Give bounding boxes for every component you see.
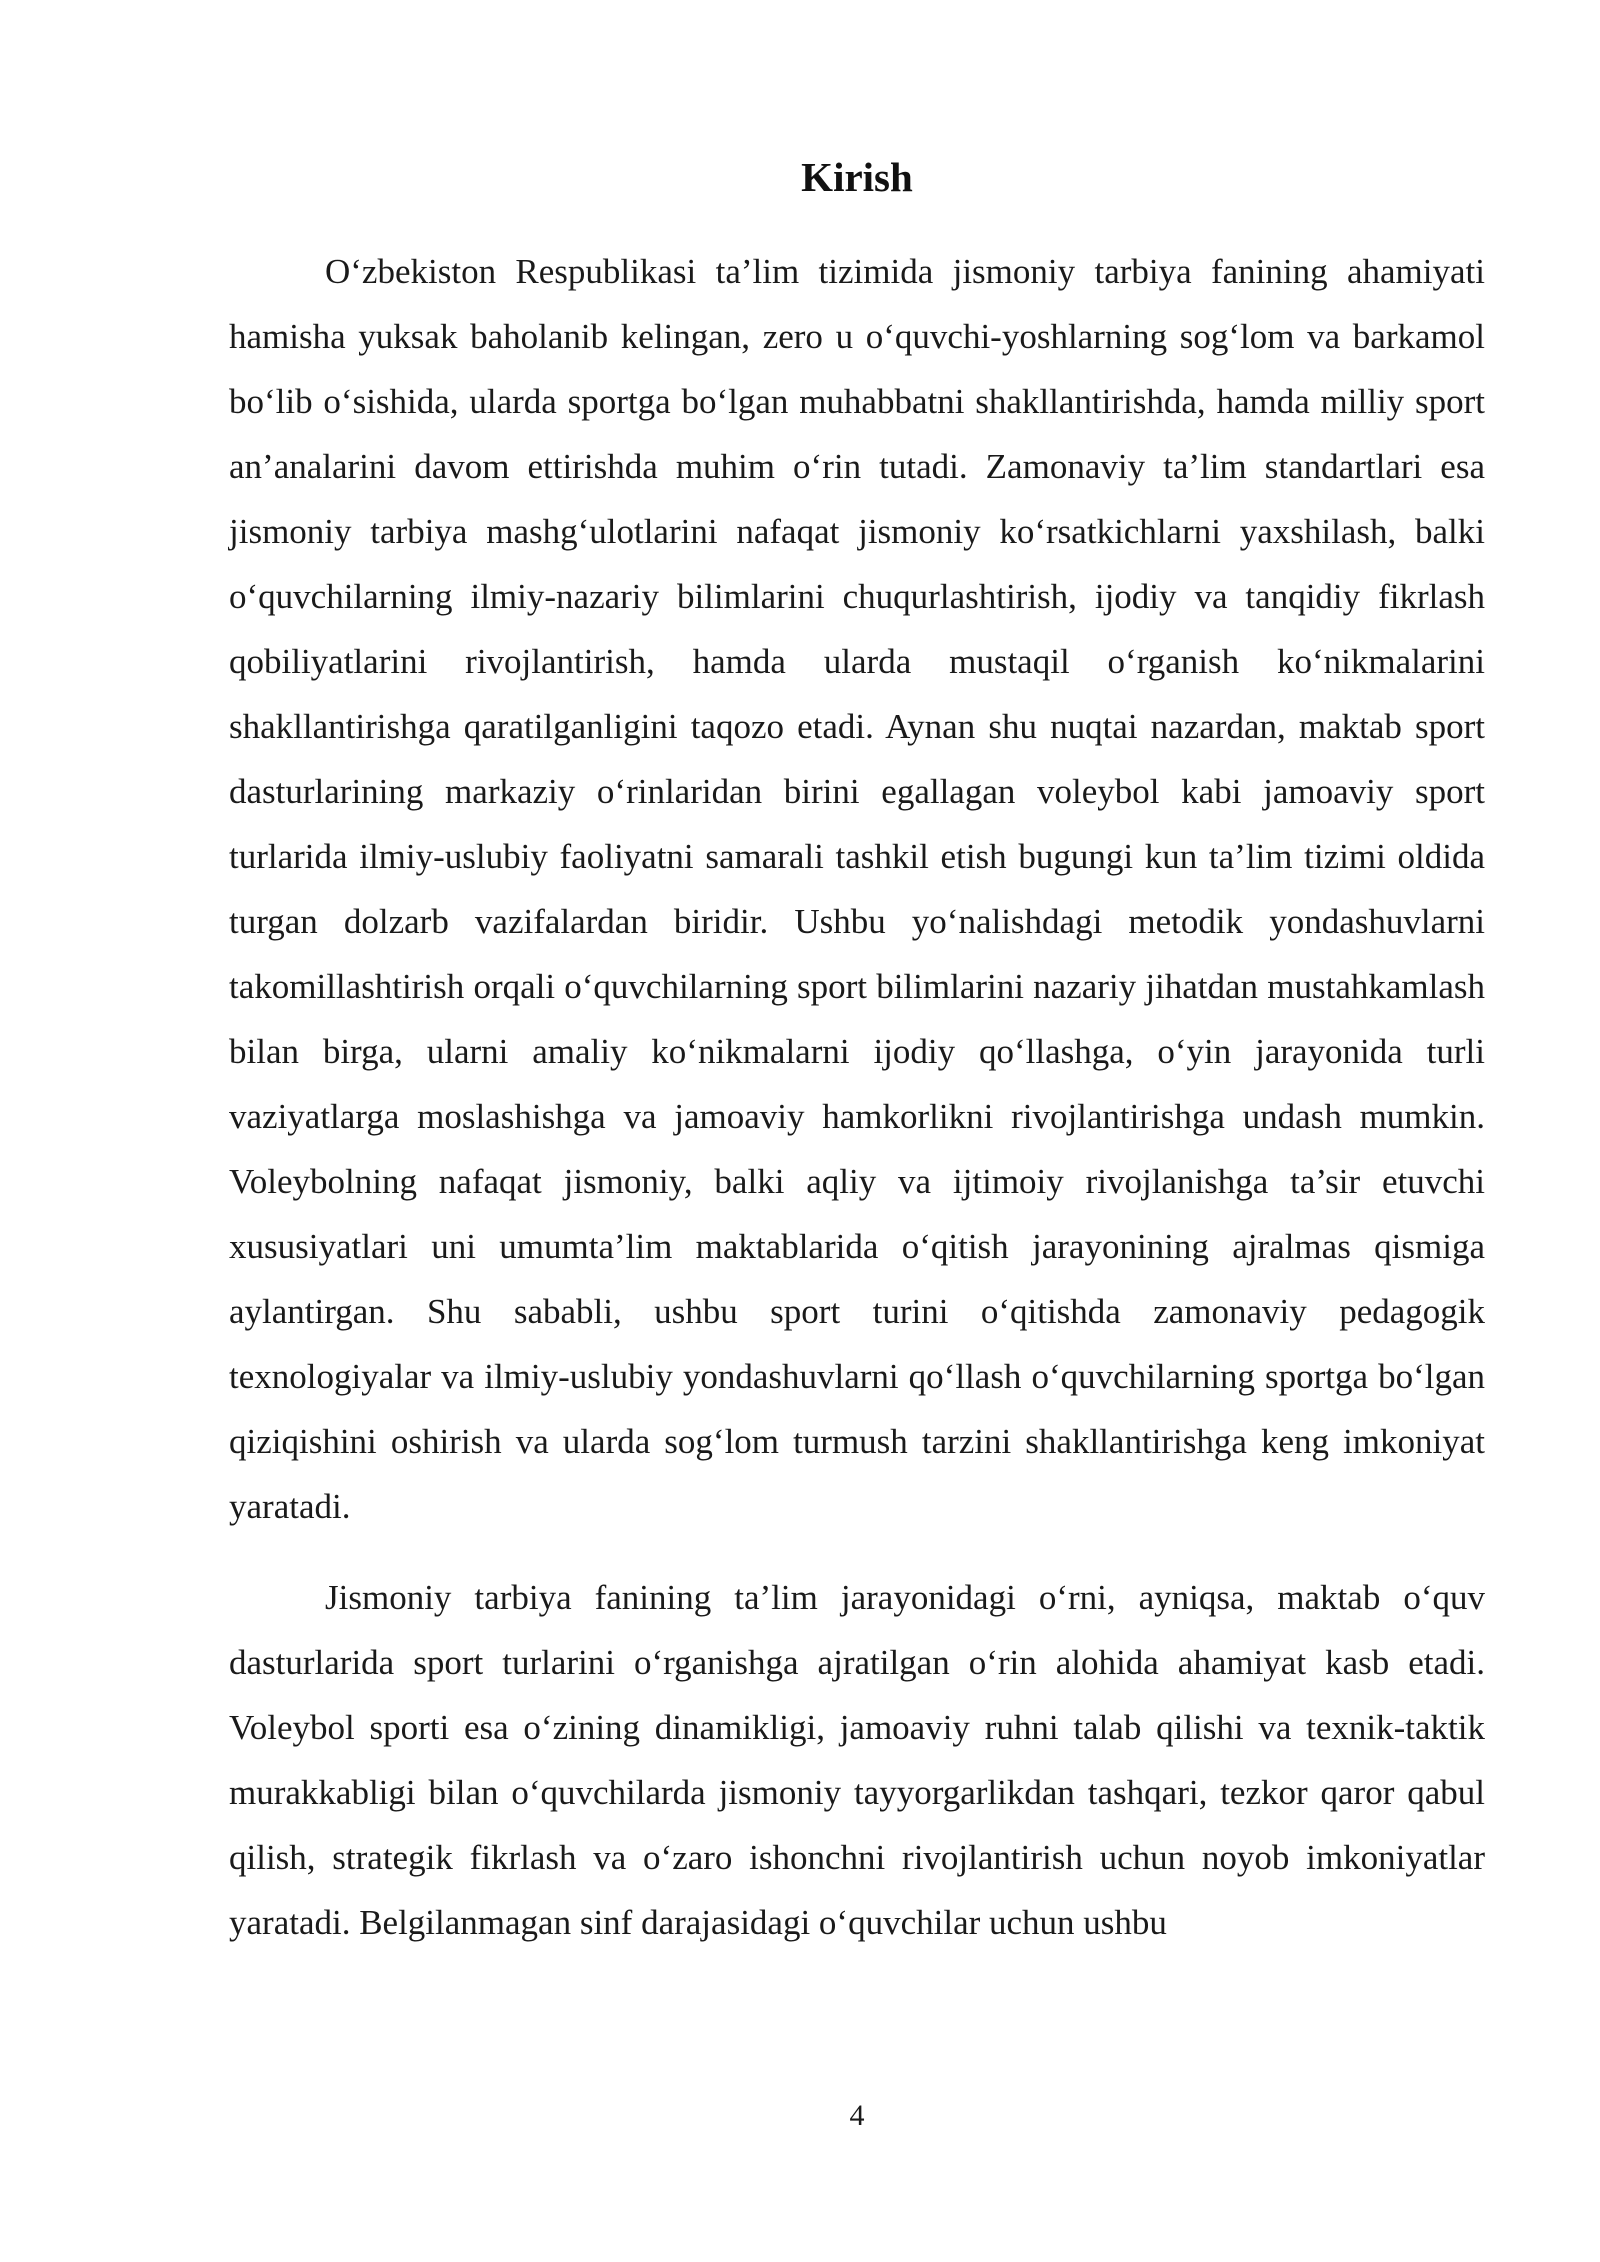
page-title: Kirish — [801, 154, 913, 200]
paragraph-1: O‘zbekiston Respublikasi ta’lim tizimida jismoniy tarbiya fanining ahamiyati hamisha yuksak baholanib kelingan, zero u o‘quvchi-yoshlarning sog‘lom va barkamol bo‘lib o‘sishida, ularda sportga bo‘lgan muhabbatni shakllantirishda, hamda milliy sport an’analarini davom ettirishda muhim o‘rin tutadi. Zamonaviy ta’lim standartlari esa jismoniy tarbiya mashg‘ulotlarini nafaqat jismoniy ko‘rsatkichlarni yaxshilash, balki o‘quvchilarning ilmiy-nazariy bilimlarini chuqurlashtirish, ijodiy va tanqidiy fikrlash qobiliyatlarini rivojlantirish, hamda ularda mustaqil o‘rganish ko‘nikmalarini shakllantirishga qaratilganligini taqozo etadi. Aynan shu nuqtai nazardan, maktab sport dasturlarining markaziy o‘rinlaridan birini egallagan voleybol kabi jamoaviy sport turlarida ilmiy-uslubiy faoliyatni samarali tashkil etish bugungi kun ta’lim tizimi oldida turgan dolzarb vazifalardan biridir. Ushbu yo‘nalishdagi metodik yondashuvlarni takomillashtirish orqali o‘quvchilarning sport bilimlarini nazariy jihatdan mustahkamlash bilan birga, ularni amaliy ko‘nikmalarni ijodiy qo‘llashga, o‘yin jarayonida turli vaziyatlarga moslashishga va jamoaviy hamkorlikni rivojlantirishga undash mumkin. Voleybolning nafaqat jismoniy, balki aqliy va ijtimoiy rivojlanishga ta’sir etuvchi xususiyatlari uni umumta’lim maktablarida o‘qitish jarayonining ajralmas qismiga aylantirgan. Shu sababli, ushbu sport turini o‘qitishda zamonaviy pedagogik texnologiyalar va ilmiy-uslubiy yondashuvlarni qo‘llash o‘quvchilarning sportga bo‘lgan qiziqishini oshirish va ularda sog‘lom turmush tarzini shakllantirishga keng imkoniyat yaratadi. — [229, 252, 1485, 1526]
body-text — [229, 239, 1485, 1955]
paragraph-2: Jismoniy tarbiya fanining ta’lim jarayonidagi o‘rni, ayniqsa, maktab o‘quv dasturlarida sport turlarini o‘rganishga ajratilgan o‘rin alohida ahamiyat kasb etadi. Voleybol sporti esa o‘zining dinamikligi, jamoaviy ruhni talab qilishi va texnik-taktik murakkabligi bilan o‘quvchilarda jismoniy tayyorgarlikdan tashqari, tezkor qaror qabul qilish, strategik fikrlash va o‘zaro ishonchni rivojlantirish uchun noyob imkoniyatlar yaratadi. Belgilanmagan sinf darajasidagi o‘quvchilar uchun ushbu — [229, 1578, 1485, 1942]
page-number: 4 — [849, 2099, 865, 2132]
